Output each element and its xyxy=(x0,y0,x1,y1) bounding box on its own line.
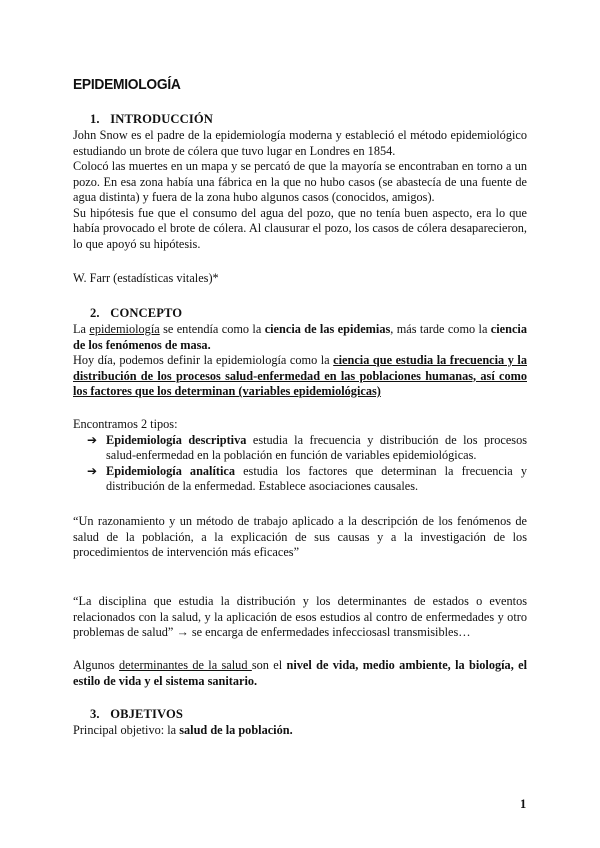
section-title: OBJETIVOS xyxy=(110,707,183,721)
section-heading-concepto xyxy=(90,306,182,321)
text-run: son el xyxy=(251,658,287,672)
text-run: se entendía como la xyxy=(159,322,265,336)
intro-paragraph-1: John Snow es el padre de la epidemiología moderna y estableció el método epidemiológico estudiando un brote de cólera que tuvo lugar en Londres en 1854. xyxy=(73,128,527,158)
objetivos-paragraph xyxy=(73,723,527,739)
text-run: , más tarde como la xyxy=(390,322,491,336)
arrow-right-icon: ➔ xyxy=(87,463,98,478)
section-heading-introduccion xyxy=(90,112,213,127)
section-title: INTRODUCCIÓN xyxy=(110,112,213,126)
concepto-paragraph-2 xyxy=(73,353,527,400)
intro-note: W. Farr (estadísticas vitales)* xyxy=(73,271,219,285)
text-run: Hoy día, podemos definir la epidemiología como la xyxy=(73,353,334,367)
concepto-paragraph-1 xyxy=(73,322,527,353)
objetivo-term: salud de la población. xyxy=(179,723,293,737)
type-description: estudia los factores que determinan la frecuencia y distribución de la enfermedad. Establece asociaciones causales. xyxy=(106,463,527,493)
text-run: Principal objetivo: la xyxy=(73,723,180,737)
section-title: CONCEPTO xyxy=(110,306,183,320)
type-name: Epidemiología analítica xyxy=(106,463,236,478)
determinantes-paragraph xyxy=(73,658,527,689)
page-title: EPIDEMIOLOGÍA xyxy=(73,76,181,93)
types-block xyxy=(73,417,527,495)
page-number: 1 xyxy=(520,797,527,811)
text-run: La xyxy=(73,322,90,336)
list-item xyxy=(73,464,527,495)
quote-1: “Un razonamiento y un método de trabajo aplicado a la descripción de los fenómenos de salud de la población, a la explicación de sus causas y a la investigación de los procedimientos de intervención más eficaces” xyxy=(73,514,527,559)
intro-paragraph-3: Su hipótesis fue que el consumo del agua del pozo, que no tenía buen aspecto, era lo que había provocado el brote de cólera. Al clausurar el pozo, los casos de cólera desaparecieron, lo que apoyó su hipótesis. xyxy=(73,205,527,251)
determinantes-term: determinantes de la salud xyxy=(119,658,252,672)
types-list xyxy=(73,433,527,495)
concepto-block xyxy=(73,322,527,400)
list-item xyxy=(73,433,527,464)
type-description: estudia la frecuencia y distribución de los procesos salud-enfermedad en la población en función de variables epidemiológicas. xyxy=(106,432,527,462)
ciencia-masa-term: ciencia de los fenómenos de masa. xyxy=(73,322,527,352)
definition-text: ciencia que estudia la frecuencia y la distribución de los procesos salud-enfermedad en las poblaciones humanas, así como los factores que los determinan (variables epidemiológicas) xyxy=(73,353,527,398)
text-run: Algunos xyxy=(73,658,120,672)
section-number: 2. xyxy=(90,306,100,320)
determinantes-list: nivel de vida, medio ambiente, la biología, el estilo de vida y el sistema sanitario. xyxy=(73,658,527,688)
arrow-right-icon: ➔ xyxy=(87,432,98,447)
intro-block xyxy=(73,128,527,252)
epidemiologia-term: epidemiología xyxy=(89,322,160,336)
section-heading-objetivos xyxy=(90,707,183,722)
intro-paragraph-2: Colocó las muertes en un mapa y se percató de que la mayoría se encontraban en torno a un pozo. En esa zona había una fábrica en la que no hubo casos (se abastecía de una fuente de agua distinta) y fuera de la zona hubo algunos casos (conocidos, amigos). xyxy=(73,159,527,204)
section-number: 3. xyxy=(90,707,100,721)
ciencia-epidemias-term: ciencia de las epidemias xyxy=(264,322,391,336)
section-number: 1. xyxy=(90,112,100,126)
quote-2: “La disciplina que estudia la distribución y los determinantes de estados o eventos relacionados con la salud, y la aplicación de esos estudios al contro de enfermedades y otro problemas de salud” → se encarga de enfermedades infecciosasl transmisibles… xyxy=(73,594,527,639)
types-intro: Encontramos 2 tipos: xyxy=(73,417,178,431)
type-name: Epidemiología descriptiva xyxy=(106,432,247,447)
